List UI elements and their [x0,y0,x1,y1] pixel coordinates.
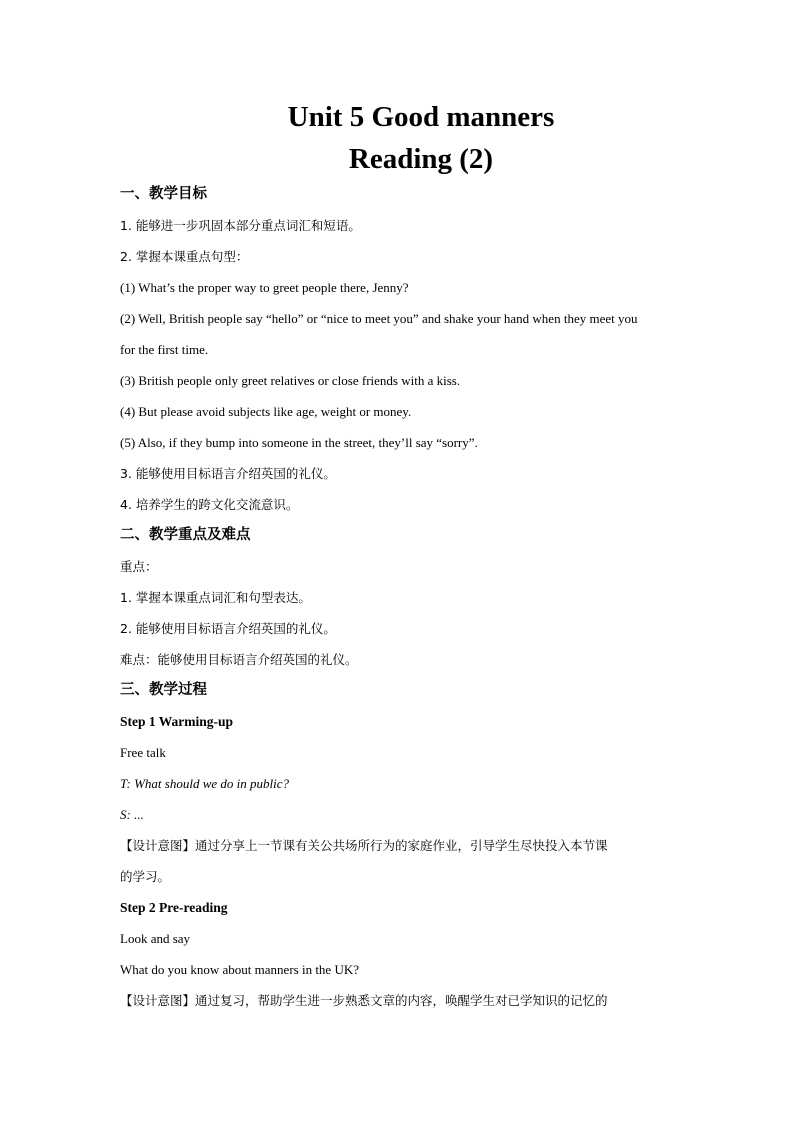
dialogue-line: T: What should we do in public? [120,776,289,791]
text-line: 4. 培养学生的跨文化交流意识。 [120,497,299,512]
text-line: 2. 掌握本课重点句型： [120,249,249,264]
text-line: 【设计意图】通过分享上一节课有关公共场所行为的家庭作业，引导学生尽快投入本节课 [120,838,608,853]
text-line: 1. 能够进一步巩固本部分重点词汇和短语。 [120,218,361,233]
text-line: Free talk [120,745,166,760]
document-subtitle: Reading (2) [348,143,494,175]
text-line: (2) Well, British people say “hello” or “nice to meet you” and shake your hand when they meet you [120,311,638,326]
section-heading: 一、教学目标 [120,186,207,202]
text-line: What do you know about manners in the UK? [120,962,360,977]
text-line: 2. 能够使用目标语言介绍英国的礼仪。 [120,621,336,636]
section-heading: 二、教学重点及难点 [120,527,251,543]
text-line: (4) But please avoid subjects like age, weight or money. [120,404,412,419]
text-line: Look and say [120,931,191,946]
section-heading: 三、教学过程 [120,682,207,698]
text-line: 【设计意图】通过复习，帮助学生进一步熟悉文章的内容，唤醒学生对已学知识的记忆的 [120,993,608,1008]
step-heading: Step 1 Warming-up [120,714,234,729]
text-line: (5) Also, if they bump into someone in the street, they’ll say “sorry”. [120,435,478,450]
document-body [120,179,680,1016]
step-heading: Step 2 Pre-reading [120,900,228,915]
text-line: 3. 能够使用目标语言介绍英国的礼仪。 [120,466,336,481]
text-line: 1. 掌握本课重点词汇和句型表达。 [120,590,311,605]
text-line: 难点：能够使用目标语言介绍英国的礼仪。 [120,652,358,667]
text-line: (1) What’s the proper way to greet people there, Jenny? [120,280,409,295]
text-line: 的学习。 [120,869,171,884]
text-line: for the first time. [120,342,209,357]
document-title: Unit 5 Good manners [287,101,555,133]
text-line: 重点： [120,559,158,574]
document-page [120,98,680,1016]
dialogue-line: S: ... [120,807,144,822]
text-line: (3) British people only greet relatives or close friends with a kiss. [120,373,461,388]
